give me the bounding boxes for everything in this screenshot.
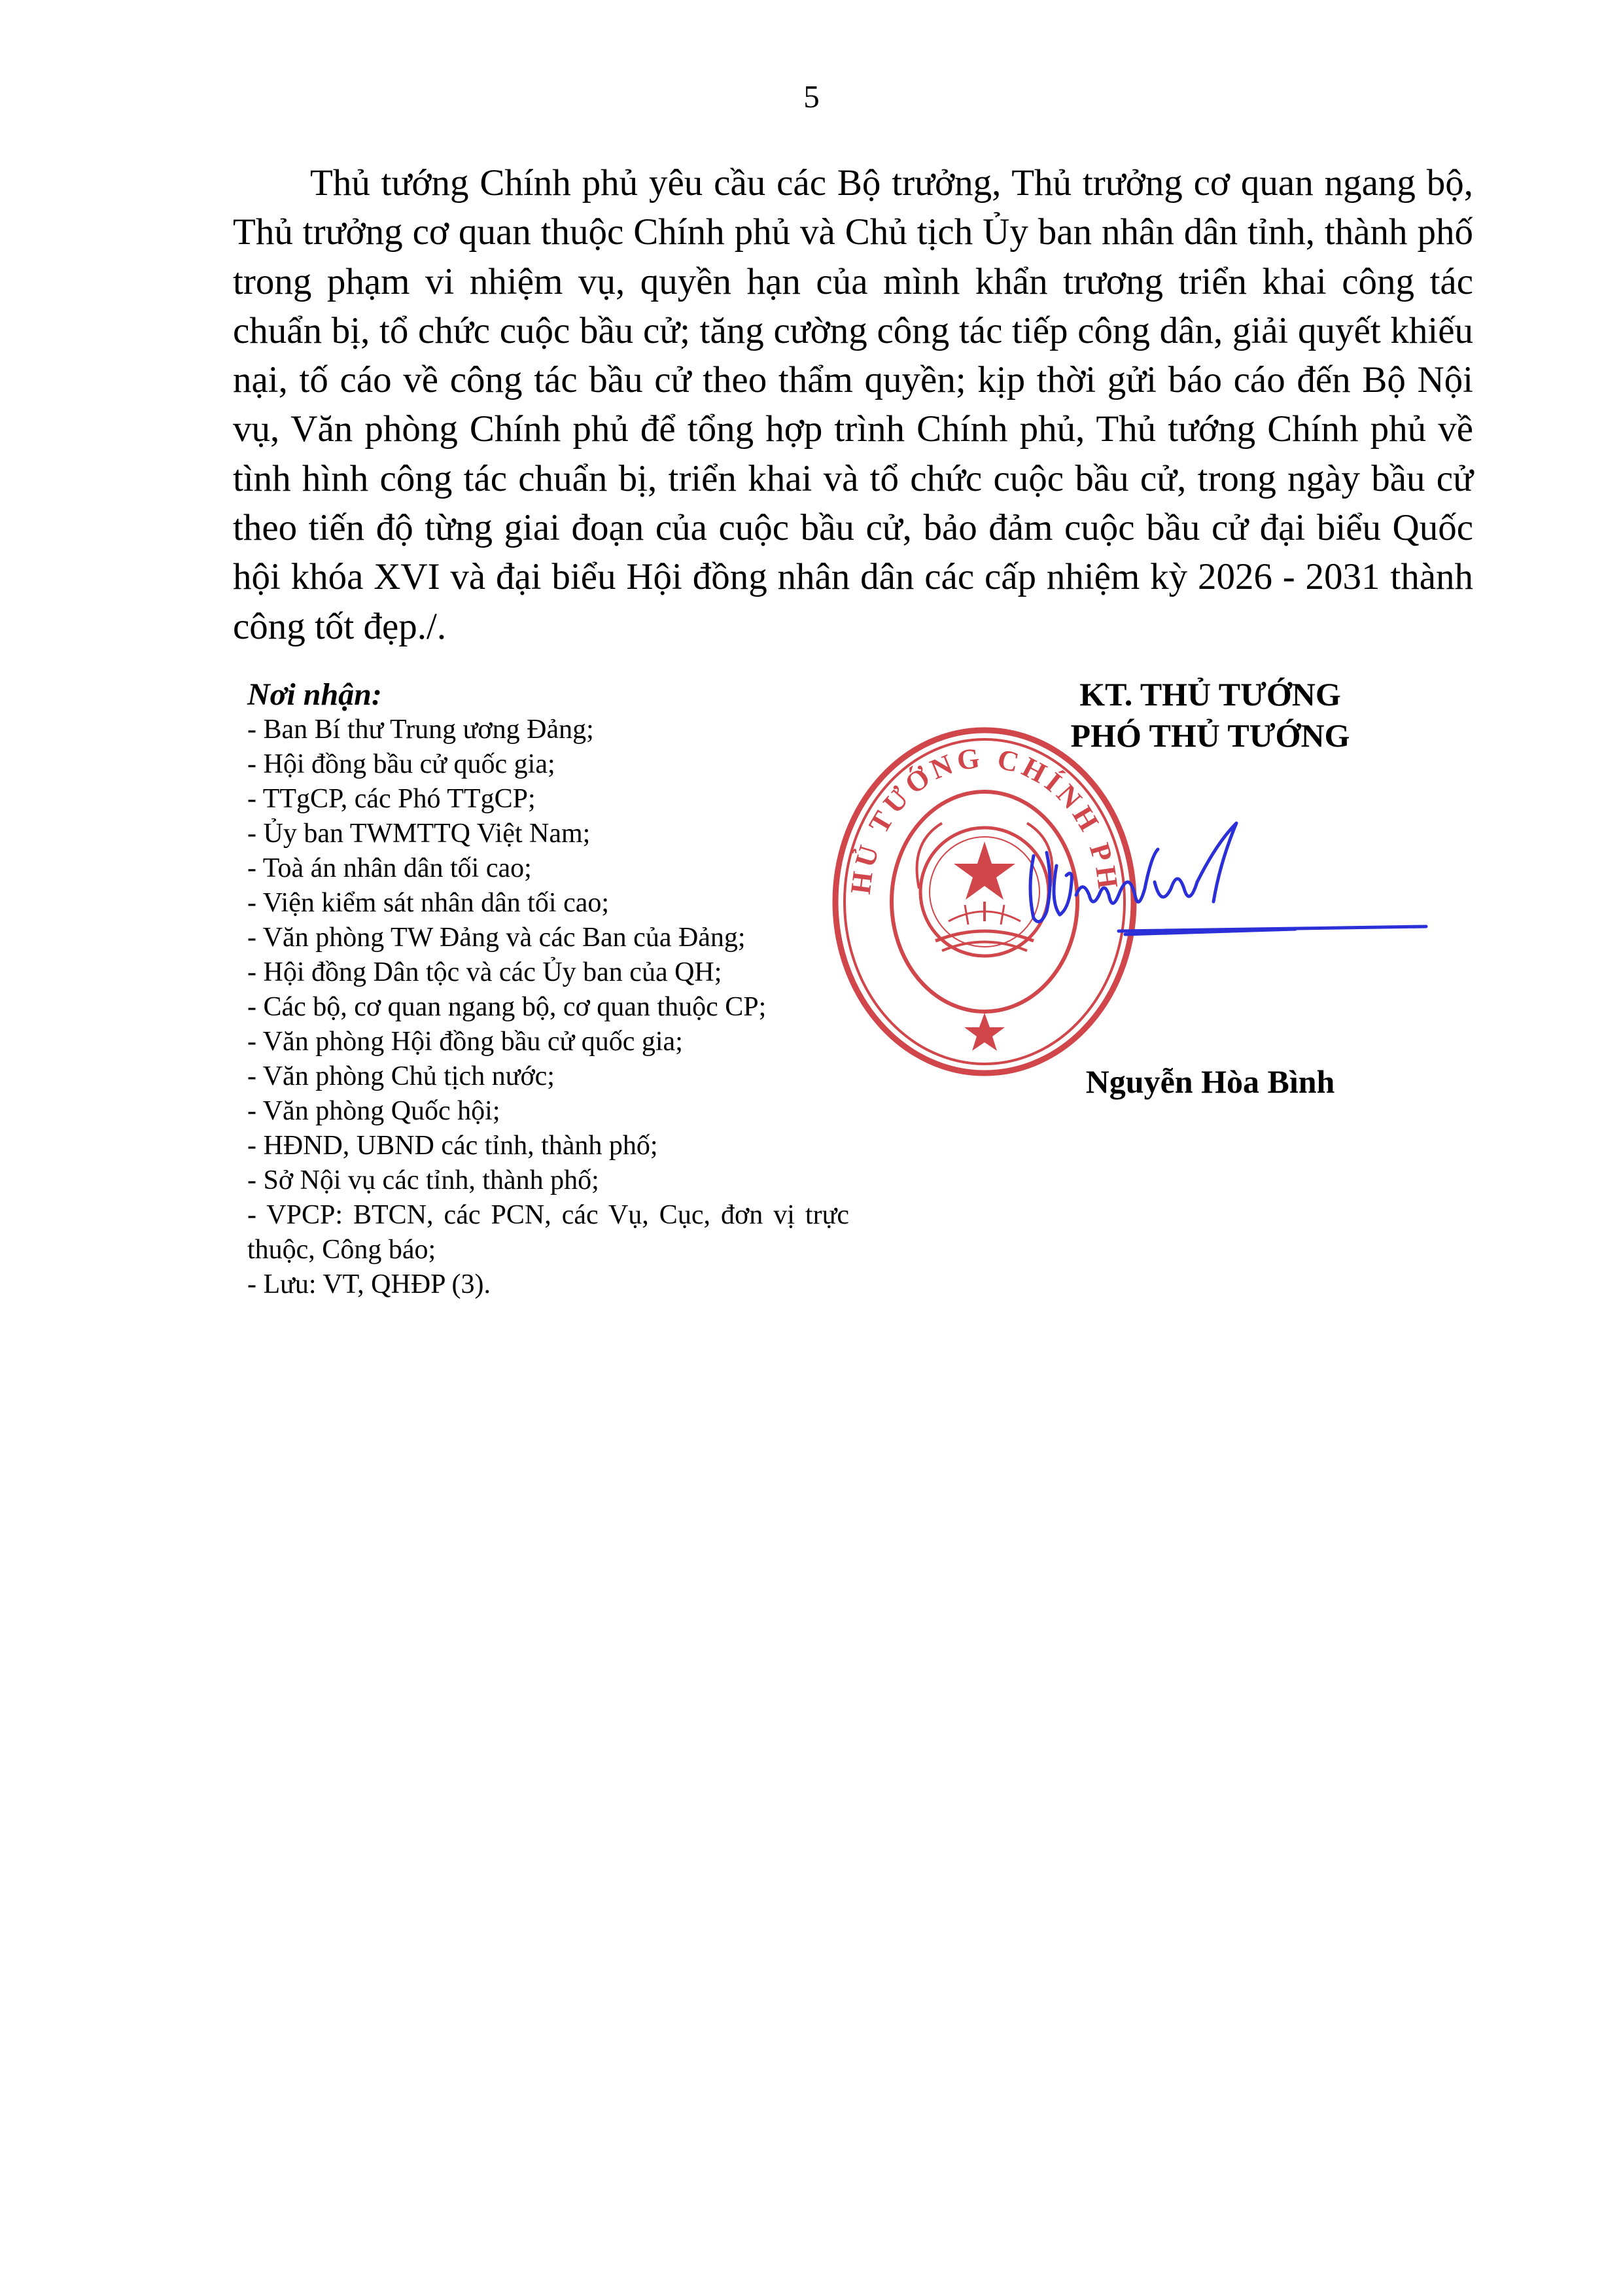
recipient-item: - VPCP: BTCN, các PCN, các Vụ, Cục, đơn vị trực thuộc, Công báo; bbox=[247, 1200, 849, 1265]
recipients-title: Nơi nhận: bbox=[247, 677, 382, 712]
handwritten-signature bbox=[1021, 804, 1439, 987]
recipient-item: - Hội đồng Dân tộc và các Ủy ban của QH; bbox=[247, 957, 722, 987]
recipient-item: - Các bộ, cơ quan ngang bộ, cơ quan thuộc CP; bbox=[247, 992, 767, 1022]
signature-title-block bbox=[988, 674, 1433, 756]
signature-title-line: PHÓ THỦ TƯỚNG bbox=[1070, 717, 1350, 754]
page-number: 5 bbox=[803, 79, 820, 115]
recipient-item: - Viện kiểm sát nhân dân tối cao; bbox=[247, 888, 610, 918]
recipient-item: - Văn phòng Chủ tịch nước; bbox=[247, 1061, 555, 1091]
recipient-item: - HĐND, UBND các tỉnh, thành phố; bbox=[247, 1131, 658, 1161]
stamp-star-icon bbox=[954, 841, 1015, 900]
signature-icon bbox=[1021, 804, 1439, 987]
signature-title-line: KT. THỦ TƯỚNG bbox=[1079, 676, 1341, 713]
recipients-block bbox=[247, 677, 849, 1302]
recipient-item: - Văn phòng TW Đảng và các Ban của Đảng; bbox=[247, 923, 746, 953]
recipient-item: - Ủy ban TWMTTQ Việt Nam; bbox=[247, 819, 591, 849]
recipient-item: - TTgCP, các Phó TTgCP; bbox=[247, 784, 536, 814]
svg-text:THỦ TƯỚNG CHÍNH PHỦ: HỦ TƯỚNG CHÍNH PH bbox=[844, 741, 1125, 896]
recipient-item: - Văn phòng Hội đồng bầu cử quốc gia; bbox=[247, 1027, 683, 1057]
recipient-item: - Ban Bí thư Trung ương Đảng; bbox=[247, 715, 594, 745]
recipient-item: - Lưu: VT, QHĐP (3). bbox=[247, 1269, 491, 1299]
recipient-item: - Sở Nội vụ các tỉnh, thành phố; bbox=[247, 1165, 599, 1195]
recipients-list bbox=[247, 713, 849, 1302]
recipient-item: - Toà án nhân dân tối cao; bbox=[247, 853, 532, 883]
recipient-item: - Hội đồng bầu cử quốc gia; bbox=[247, 749, 555, 779]
signer-name: Nguyễn Hòa Bình bbox=[1085, 1063, 1335, 1100]
recipient-item: - Văn phòng Quốc hội; bbox=[247, 1096, 500, 1126]
body-paragraph: Thủ tướng Chính phủ yêu cầu các Bộ trưởng, Thủ trưởng cơ quan ngang bộ, Thủ trưởng cơ quan thuộc Chính phủ và Chủ tịch Ủy ban nhân dân tỉnh, thành phố trong phạm vi nhiệm vụ, quyền hạn của mình khẩn trương triển khai công tác chuẩn bị, tổ chức cuộc bầu cử; tăng cường công tác tiếp công dân, giải quyết khiếu nại, tố cáo về công tác bầu cử theo thẩm quyền; kịp thời gửi báo cáo đến Bộ Nội vụ, Văn phòng Chính phủ để tổng hợp trình Chính phủ, Thủ tướng Chính phủ về tình hình công tác chuẩn bị, triển khai và tổ chức cuộc bầu cử, trong ngày bầu cử theo tiến độ từng giai đoạn của cuộc bầu cử, bảo đảm cuộc bầu cử đại biểu Quốc hội khóa XVI và đại biểu Hội đồng nhân dân các cấp nhiệm kỳ 2026 - 2031 thành công tốt đẹp./. bbox=[233, 162, 1473, 647]
